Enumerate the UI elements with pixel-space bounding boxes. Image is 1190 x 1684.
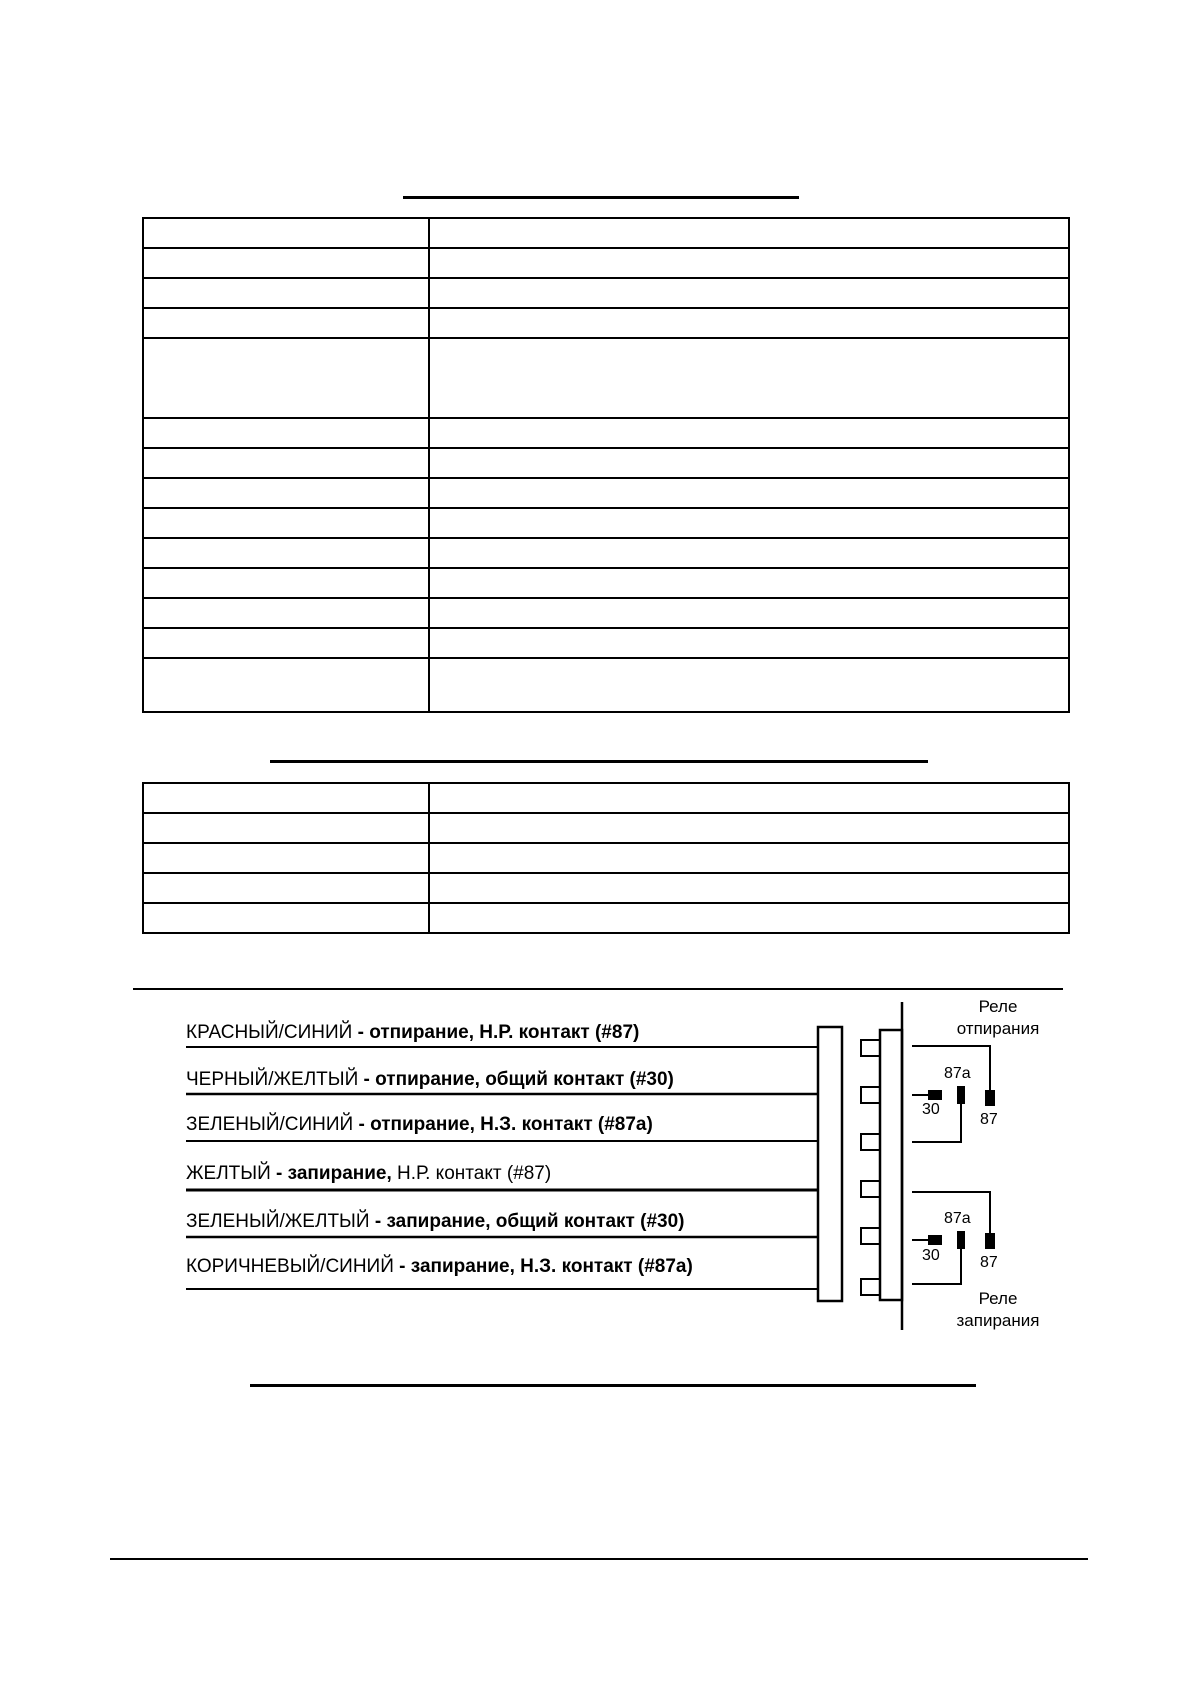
wire-label-green-yellow xyxy=(186,1212,684,1231)
unlock-pin-30: 30 xyxy=(922,1101,940,1118)
wire-function: запирание, xyxy=(410,1256,515,1277)
wire-label-brown-blue xyxy=(186,1257,693,1276)
unlock-pin-87a: 87а xyxy=(944,1065,971,1082)
wire-label-green-blue xyxy=(186,1115,653,1134)
relay-label-line2: запирания xyxy=(956,1311,1040,1330)
unlock-relay-label xyxy=(938,996,1058,1040)
wire-color: ЗЕЛЕНЫЙ/СИНИЙ xyxy=(186,1114,354,1135)
wire-sep: - xyxy=(393,1256,411,1277)
wire-color: КОРИЧНЕВЫЙ/СИНИЙ xyxy=(186,1256,394,1277)
socket-pin xyxy=(861,1134,880,1150)
wire-color: КРАСНЫЙ/СИНИЙ xyxy=(186,1022,353,1043)
wire-sep: - xyxy=(352,1022,370,1043)
unlock-relay-contact-87 xyxy=(985,1090,995,1106)
lock-pin-87: 87 xyxy=(980,1254,998,1271)
wire-sep: - xyxy=(353,1114,371,1135)
relay-socket xyxy=(880,1030,902,1300)
lock-pin-87a: 87а xyxy=(944,1210,971,1227)
wire-color: ЖЕЛТЫЙ xyxy=(186,1163,271,1184)
wire-sep: - xyxy=(358,1069,376,1090)
section-4-heading-rule xyxy=(250,1384,976,1387)
relay-label-line1: Реле xyxy=(978,1289,1018,1308)
wire-function: отпирание, общий контакт (#30) xyxy=(375,1069,674,1090)
unlock-relay-contact-87a xyxy=(957,1086,965,1104)
wire-label-black-yellow xyxy=(186,1070,674,1089)
socket-pin xyxy=(861,1228,880,1244)
lock-relay-label xyxy=(938,1288,1058,1332)
wire-function: отпирание, xyxy=(369,1022,475,1043)
wire-color: ЧЕРНЫЙ/ЖЕЛТЫЙ xyxy=(186,1069,359,1090)
unlock-relay-contact-30 xyxy=(928,1090,942,1100)
lock-pin-30: 30 xyxy=(922,1247,940,1264)
wire-contact: Н.З. контакт (#87а) xyxy=(474,1114,653,1135)
socket-pin xyxy=(861,1040,880,1056)
lock-relay-contact-30 xyxy=(928,1235,942,1245)
wire-function: запирание, xyxy=(287,1163,392,1184)
socket-pin xyxy=(861,1087,880,1103)
wire-contact: Н.З. контакт (#87а) xyxy=(514,1256,693,1277)
wire-color: ЗЕЛЕНЫЙ/ЖЕЛТЫЙ xyxy=(186,1211,370,1232)
relay-label-line2: отпирания xyxy=(956,1019,1040,1038)
wire-contact: Н.Р. контакт (#87) xyxy=(391,1163,552,1184)
footer-rule xyxy=(110,1558,1088,1560)
socket-pin xyxy=(861,1279,880,1295)
unlock-pin-87: 87 xyxy=(980,1111,998,1128)
wire-function: запирание, общий контакт (#30) xyxy=(386,1211,685,1232)
main-connector xyxy=(818,1027,842,1301)
wire-sep: - xyxy=(270,1163,288,1184)
lock-relay-contact-87 xyxy=(985,1233,995,1249)
relay-label-line1: Реле xyxy=(978,997,1018,1016)
wire-contact: Н.Р. контакт (#87) xyxy=(474,1022,640,1043)
wire-label-red-blue xyxy=(186,1023,639,1042)
wire-function: отпирание, xyxy=(370,1114,475,1135)
socket-pin xyxy=(861,1181,880,1197)
wire-sep: - xyxy=(369,1211,387,1232)
lock-relay-contact-87a xyxy=(957,1231,965,1249)
wire-label-yellow xyxy=(186,1164,551,1183)
